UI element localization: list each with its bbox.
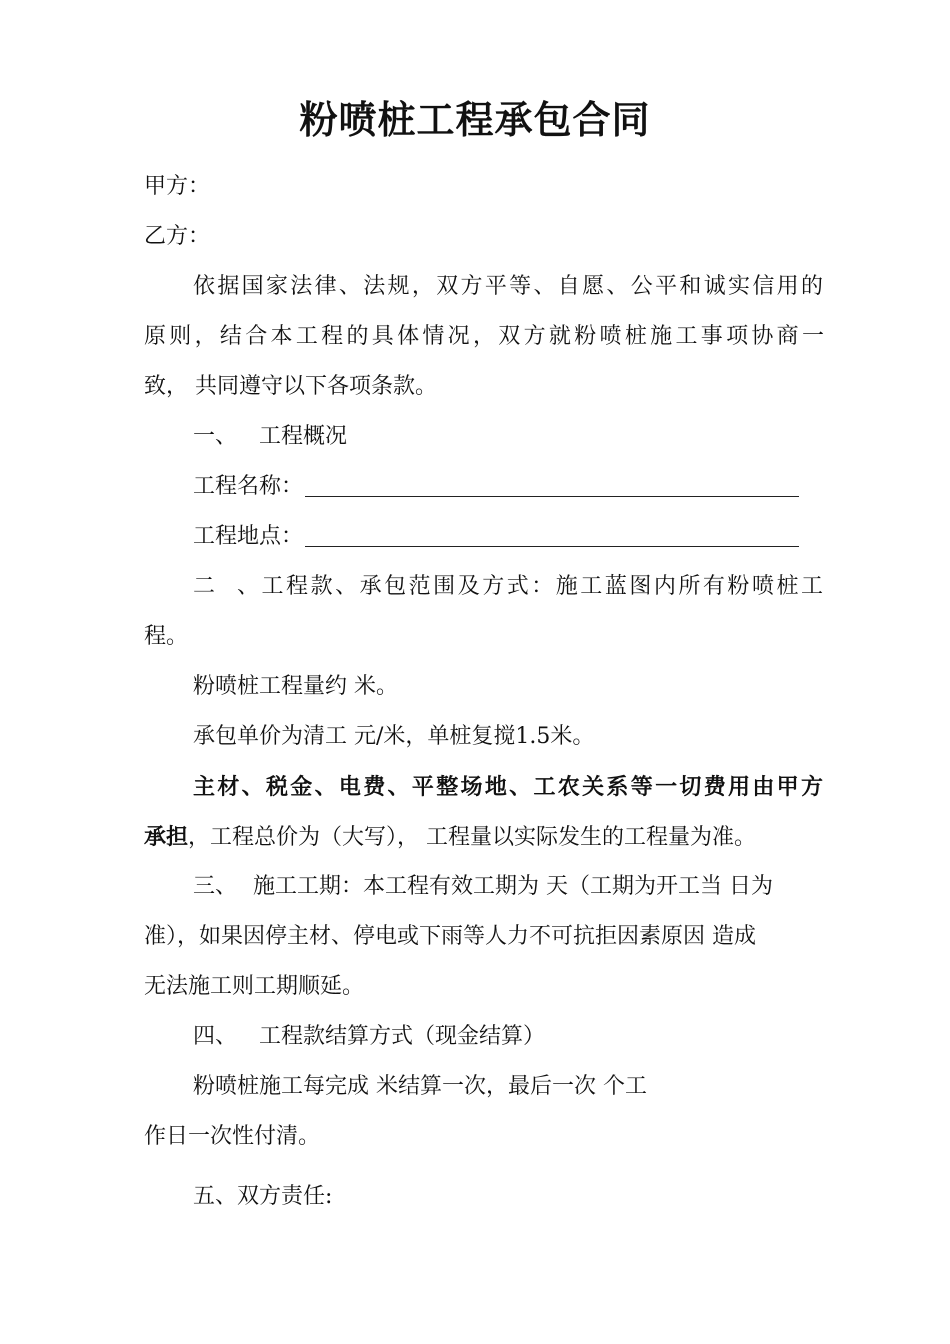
project-name-label: 工程名称：	[193, 474, 304, 499]
unit-price-line: 承包单价为清工 元/米，单桩复搅1.5米。	[193, 724, 595, 749]
intro-line-3: 致， 共同遵守以下各项条款。	[144, 374, 437, 399]
project-site-blank[interactable]	[305, 524, 799, 547]
party-b-line: 乙方：	[144, 224, 211, 249]
party-a-line: 甲方：	[144, 174, 211, 199]
section-4-number: 四、	[193, 1024, 238, 1049]
section-3-heading	[193, 872, 823, 902]
project-site-row	[193, 522, 823, 552]
cost-bearing-bold: 承担	[144, 824, 189, 850]
section-1-number: 一、	[193, 424, 238, 449]
quantity-line: 粉喷桩工程量约 米。	[193, 674, 398, 699]
intro-line-2: 原则，结合本工程的具体情况，双方就粉喷桩施工事项协商一	[144, 324, 824, 349]
section-2-heading	[193, 572, 823, 602]
page-title: 粉喷桩工程承包合同	[299, 97, 651, 142]
section-3-text-3: 无法施工则工期顺延。	[144, 974, 365, 999]
section-1-heading	[193, 422, 823, 452]
project-name-blank[interactable]	[305, 474, 799, 497]
section-3-text-2: 准），如果因停主材、停电或下雨等人力不可抗拒因素原因 造成	[144, 924, 756, 949]
cost-bearing-line-1: 主材、税金、电费、平整场地、工农关系等一切费用由甲方	[193, 774, 823, 800]
section-5-heading: 五、双方责任:	[193, 1184, 333, 1209]
project-name-row	[193, 472, 823, 502]
section-2-text-1: 工程款、承包范围及方式：施工蓝图内所有粉喷桩工	[259, 574, 823, 599]
cost-bearing-line-2	[144, 822, 824, 853]
section-3-number: 三、	[193, 874, 238, 899]
section-4-heading	[193, 1022, 823, 1052]
section-4-title: 工程款结算方式（现金结算）	[259, 1024, 546, 1049]
section-4-text-2: 作日一次性付清。	[144, 1124, 321, 1149]
total-price-text: ，工程总价为（大写）， 工程量以实际发生的工程量为准。	[188, 825, 757, 850]
section-3-text-1: 施工工期：本工程有效工期为 天（工期为开工当 日为	[253, 874, 773, 899]
section-4-text-1: 粉喷桩施工每完成 米结算一次，最后一次 个工	[193, 1074, 647, 1099]
section-1-title: 工程概况	[259, 424, 348, 449]
intro-line-1: 依据国家法律、法规，双方平等、自愿、公平和诚实信用的	[193, 274, 823, 299]
project-site-label: 工程地点：	[193, 524, 304, 549]
section-2-number: 二、	[193, 574, 259, 599]
section-2-text-2: 程。	[144, 624, 189, 649]
